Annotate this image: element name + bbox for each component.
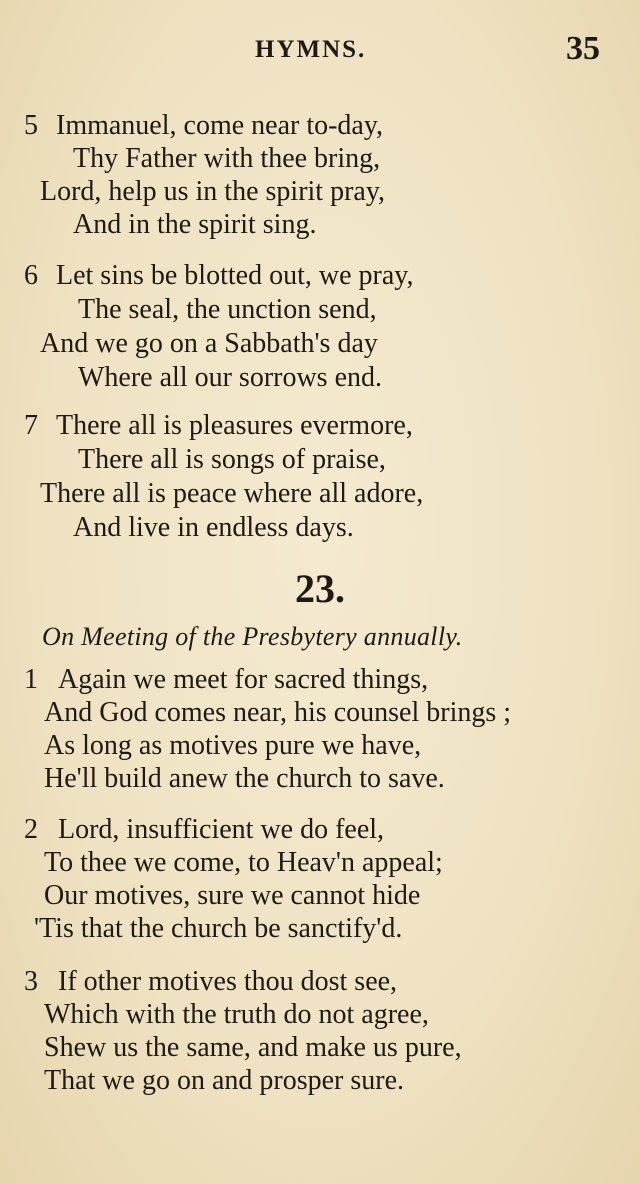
verse-line: To thee we come, to Heav'n appeal; bbox=[44, 847, 443, 878]
verse-number: 3 bbox=[24, 966, 38, 997]
verse-line: Thy Father with thee bring, bbox=[73, 143, 381, 174]
verse-line: There all is songs of praise, bbox=[78, 444, 386, 475]
verse-line: That we go on and prosper sure. bbox=[44, 1065, 405, 1096]
verse-line: There all is pleasures evermore, bbox=[56, 410, 413, 441]
verse-line: As long as motives pure we have, bbox=[44, 730, 422, 761]
hymn-number: 23. bbox=[295, 566, 345, 611]
verse-line: If other motives thou dost see, bbox=[58, 966, 398, 997]
verse-line: Lord, help us in the spirit pray, bbox=[40, 176, 386, 207]
verse-number: 5 bbox=[24, 110, 38, 141]
page-header bbox=[0, 30, 640, 70]
verse-line: And in the spirit sing. bbox=[73, 209, 317, 240]
verse-number: 6 bbox=[24, 260, 38, 291]
verse-line: Where all our sorrows end. bbox=[78, 362, 383, 393]
verse-number: 1 bbox=[24, 664, 38, 695]
verse-line: And God comes near, his counsel brings ; bbox=[44, 697, 512, 728]
verse-line: Let sins be blotted out, we pray, bbox=[56, 260, 414, 291]
verse-line: Which with the truth do not agree, bbox=[44, 999, 429, 1030]
verse-number: 7 bbox=[24, 410, 38, 441]
verse-line: Immanuel, come near to-day, bbox=[56, 110, 384, 141]
verse-line: The seal, the unction send, bbox=[78, 294, 377, 325]
page-number: 35 bbox=[566, 30, 600, 67]
verse-line: Our motives, sure we cannot hide bbox=[44, 880, 421, 911]
verse-line: And we go on a Sabbath's day bbox=[40, 328, 378, 359]
verse-line: Again we meet for sacred things, bbox=[58, 664, 429, 695]
verse-line: And live in endless days. bbox=[73, 512, 354, 543]
hymn-title: On Meeting of the Presbytery annually. bbox=[42, 622, 463, 651]
verse-number: 2 bbox=[24, 814, 38, 845]
verse-line: Lord, insufficient we do feel, bbox=[58, 814, 385, 845]
running-title: HYMNS. bbox=[255, 36, 367, 63]
verse-line: Shew us the same, and make us pure, bbox=[44, 1032, 462, 1063]
verse-line: He'll build anew the church to save. bbox=[44, 763, 445, 794]
verse-line: 'Tis that the church be sanctify'd. bbox=[34, 913, 403, 944]
verse-line: There all is peace where all adore, bbox=[40, 478, 424, 509]
